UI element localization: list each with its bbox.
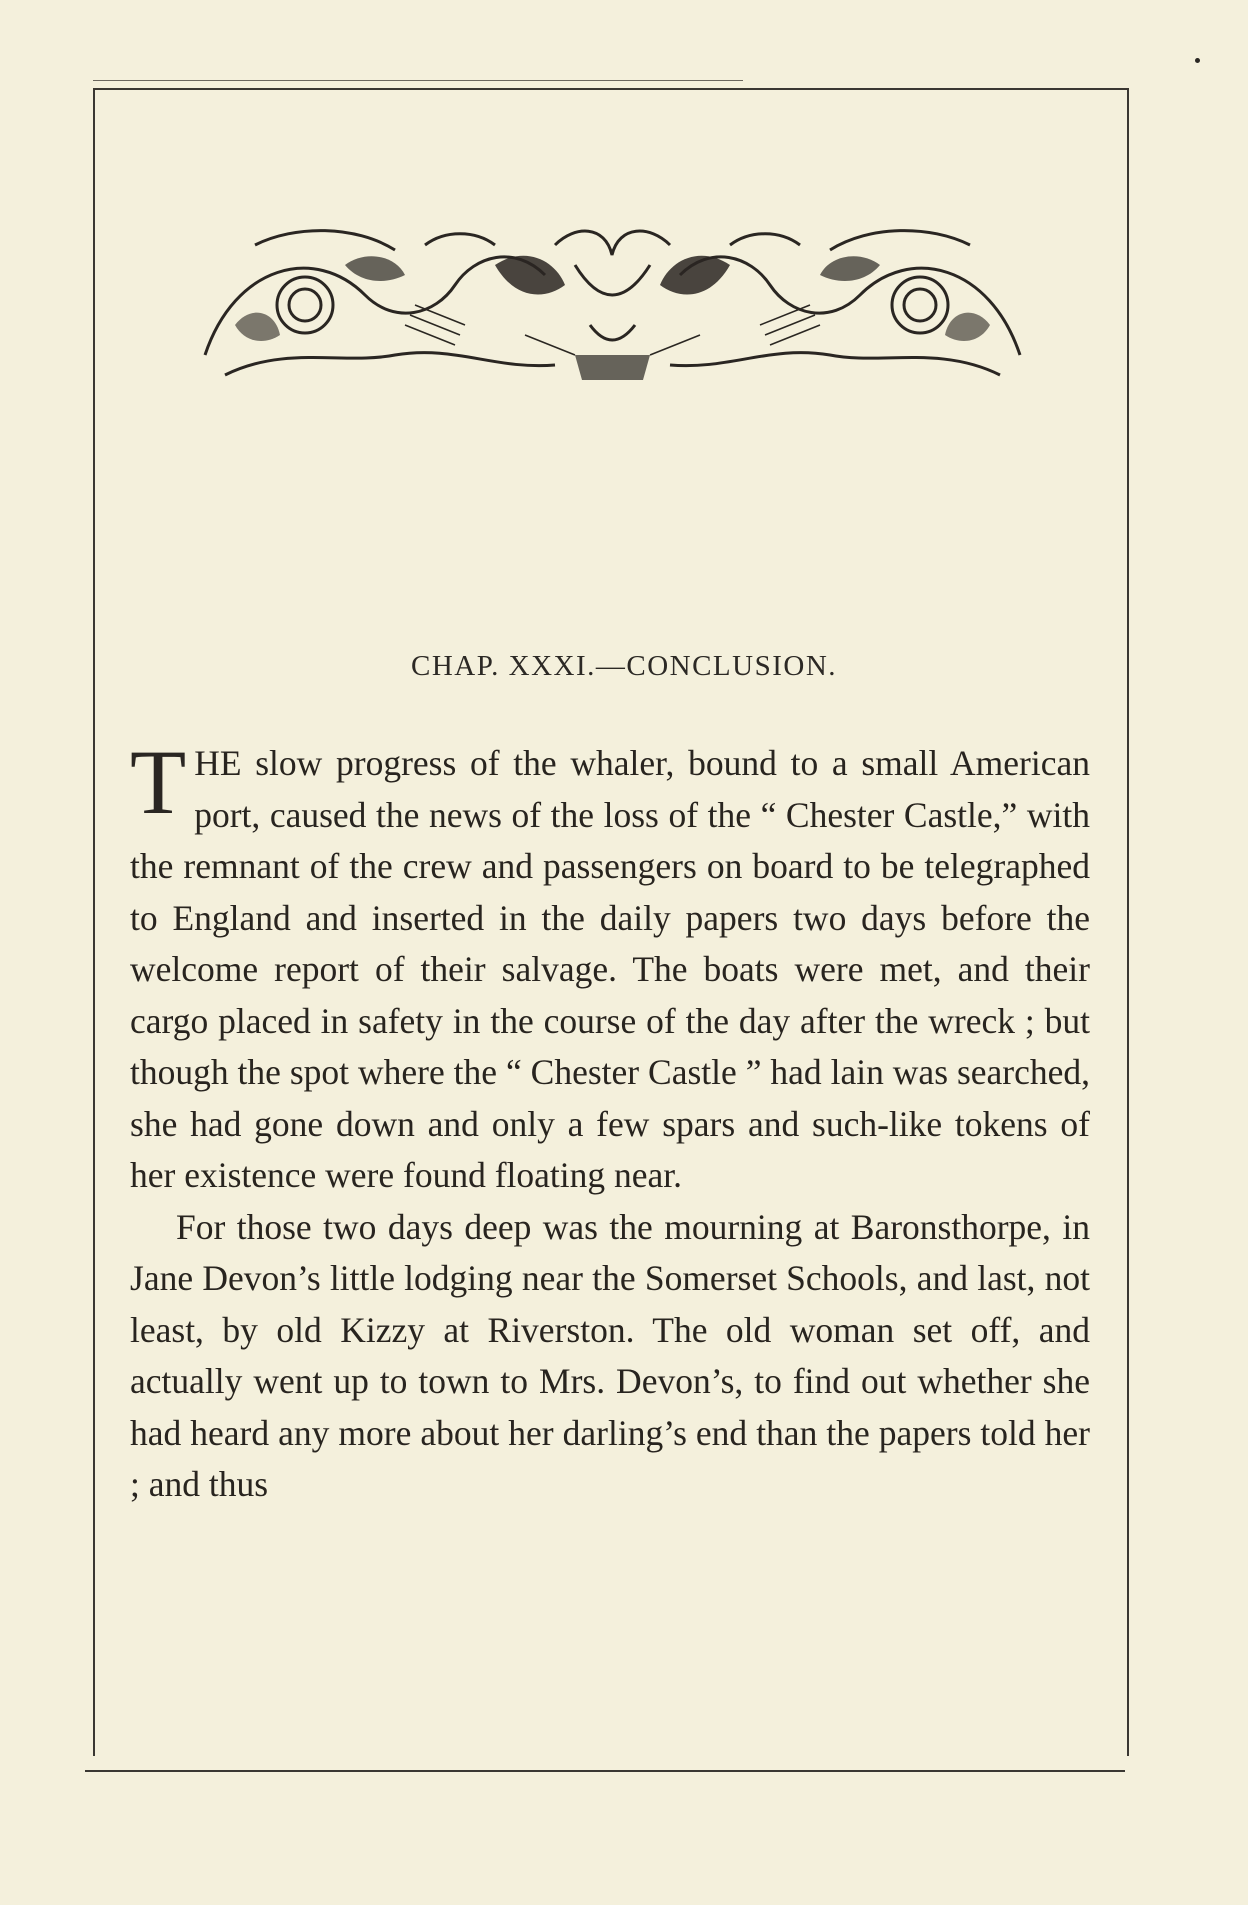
headpiece-ornament-icon xyxy=(195,205,1030,397)
drop-cap: T xyxy=(130,731,187,833)
speck xyxy=(1195,58,1200,63)
chapter-heading: CHAP. XXXI.—CONCLUSION. xyxy=(410,650,838,682)
paragraph-2: For those two days deep was the mourning at Baronsthorpe, in Jane Devon’s little lodging near the Somerset Schools, and last, not least, by old Kizzy at Riverston. The old woman set off, and actually went up to town to Mrs. Devon’s, to find out whether she had heard any more about her darling’s end than the papers told her ; and thus xyxy=(130,1206,1090,1504)
frame-rule-bottom xyxy=(85,1770,1125,1772)
body-text xyxy=(130,731,1090,1511)
paragraph-1 xyxy=(130,731,1090,1202)
frame-rule-top xyxy=(93,80,743,81)
paragraph-1-text: HE slow progress of the whaler, bound to a small American port, caused the news of the loss of the “ Chester Castle,” with the remnant of the crew and passengers on board to be telegraphed to England and inserted in the daily papers two days before the welcome report of their salvage. The boats were met, and their cargo placed in safety in the course of the day after the wreck ; but though the spot where the “ Chester Castle ” had lain was searched, she had gone down and only a few spars and such-like tokens of her existence were found floating near. xyxy=(130,743,1090,1195)
